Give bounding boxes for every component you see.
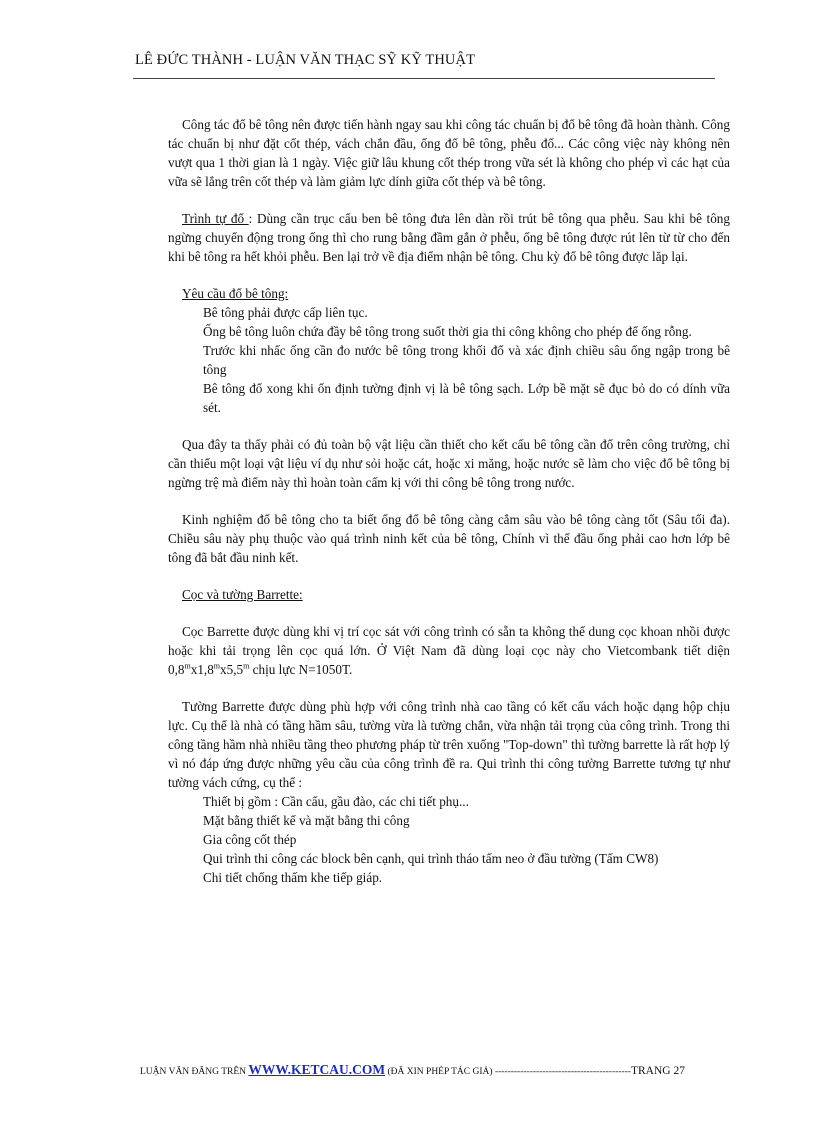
unit-superscript: m — [213, 661, 221, 671]
pouring-sequence-label: Trình tự đổ — [182, 211, 249, 226]
pouring-sequence-text: : Dùng cần trục cẩu ben bê tông đưa lên dàn rồi trút bê tông qua phễu. Sau khi bê tông ngừng chuyển động trong ống thì cho rung bằng đầm gắn ở phễu, ống bê tông được rút lên từ từ cho đến khi bê tông ra hết khỏi phễu. Ben lại trở về địa điểm nhận bê tông. Chu kỳ đổ bê tông được lăp lại. — [168, 211, 730, 264]
barrette-section-heading: Cọc và tường Barrette: — [182, 587, 303, 602]
page-footer — [140, 1062, 720, 1078]
requirement-item: Bê tông đổ xong khi ổn định tường định vị là bê tông sạch. Lớp bề mặt sẽ đục bỏ do có dính vữa sét. — [203, 381, 730, 415]
paragraph-barrette-wall: Tường Barrette được dùng phù hợp với công trình nhà cao tầng có kết cấu vách hoặc dạng hộp chịu lực. Cụ thể là nhà có tầng hầm sâu, tường vừa là tường chắn, vừa nhận tải trọng của công trình. Trong thi công tầng hầm nhà nhiều tầng theo phương pháp từ trên xuống "Top-down" thì tường barrette là rất hợp lý vì nó đáp ứng được những yêu cầu của công trình đề ra. Qui trình thi công tường Barrette tương tự như tường vách cứng, cụ thể : — [168, 699, 730, 790]
unit-superscript: m — [184, 661, 191, 671]
procedure-step: Thiết bị gồm : Cần cẩu, gầu đào, các chi tiết phụ... — [203, 794, 469, 809]
procedure-step: Mặt bằng thiết kế và mặt bằng thi công — [203, 813, 410, 828]
requirement-item: Trước khi nhấc ống cần đo nước bê tông trong khối đổ và xác định chiều sâu ống ngập trong bê tông — [203, 343, 730, 377]
requirement-item: Bê tông phải được cấp liên tục. — [203, 305, 368, 320]
footer-prefix: LUẬN VĂN ĐĂNG TRÊN — [140, 1067, 249, 1077]
website-link[interactable]: WWW.KETCAU.COM — [248, 1062, 386, 1077]
procedure-step: Gia công cốt thép — [203, 832, 297, 847]
paragraph-materials: Qua đây ta thấy phải có đủ toàn bộ vật liệu cần thiết cho kết cấu bê tông cần đổ trên công trường, chỉ cần thiếu một loại vật liệu ví dụ như sỏi hoặc cát, hoặc xi măng, hoặc nước sẽ làm cho việc đổ bê tông bị ngừng trệ mà điểm này thì hoàn toàn cấm kị với thi công bê tông trong nước. — [168, 437, 730, 490]
footer-permission: (ĐÃ XIN PHÉP TÁC GIẢ) ------------------------------------------- — [385, 1067, 631, 1077]
requirement-item: Ống bê tông luôn chứa đầy bê tông trong suốt thời gia thi công không cho phép để ống rỗng. — [203, 324, 692, 339]
paragraph-pouring-sequence — [168, 209, 730, 266]
unit-superscript: m — [243, 661, 250, 671]
page-header: LÊ ĐỨC THÀNH - LUẬN VĂN THẠC SỸ KỸ THUẬT — [135, 52, 476, 68]
paragraph-barrette-pile: Cọc Barrette được dùng khi vị trí cọc sát với công trình có sẵn ta không thể dung cọc khoan nhồi được hoặc khi tải trọng lên cọc quá lớn. Ở Việt Nam đã dùng loại cọc này cho Vietcombank tiết diện 0,8$^m$x1,8$^m$x5,5$^m$ chịu lực N=1050T. — [168, 624, 730, 677]
paragraph-experience: Kinh nghiệm đổ bê tông cho ta biết ống đổ bê tông càng cắm sâu vào bê tông càng tốt (Sâu tối đa). Chiều sâu này phụ thuộc vào quá trình ninh kết của bê tông, Chính vì thế đầu ống phải cao hơn lớp bê tông đã bắt đầu ninh kết. — [168, 512, 730, 565]
document-body — [168, 115, 730, 887]
paragraph-intro: Công tác đổ bê tông nên được tiến hành ngay sau khi công tác chuẩn bị đổ bê tông đã hoàn thành. Công tác chuẩn bị như đặt cốt thép, vách chắn đầu, ống đổ bê tông, phễu đổ... Các công việc này không nên vượt qua 1 thời gian là 1 ngày. Việc giữ lâu khung cốt thép trong vữa sét là không cho phép vì các hạt của vữa sẽ lắng trên cốt thép và làm giảm lực dính giữa cốt thép và bê tông. — [168, 117, 730, 189]
header-divider — [133, 78, 715, 79]
page-number: TRANG 27 — [630, 1065, 685, 1077]
procedure-step: Chi tiết chống thấm khe tiếp giáp. — [203, 870, 383, 885]
requirements-heading: Yêu cầu đổ bê tông: — [182, 286, 289, 301]
procedure-step: Qui trình thi công các block bên cạnh, qui trình tháo tấm neo ở đầu tường (Tấm CW8) — [203, 851, 659, 866]
